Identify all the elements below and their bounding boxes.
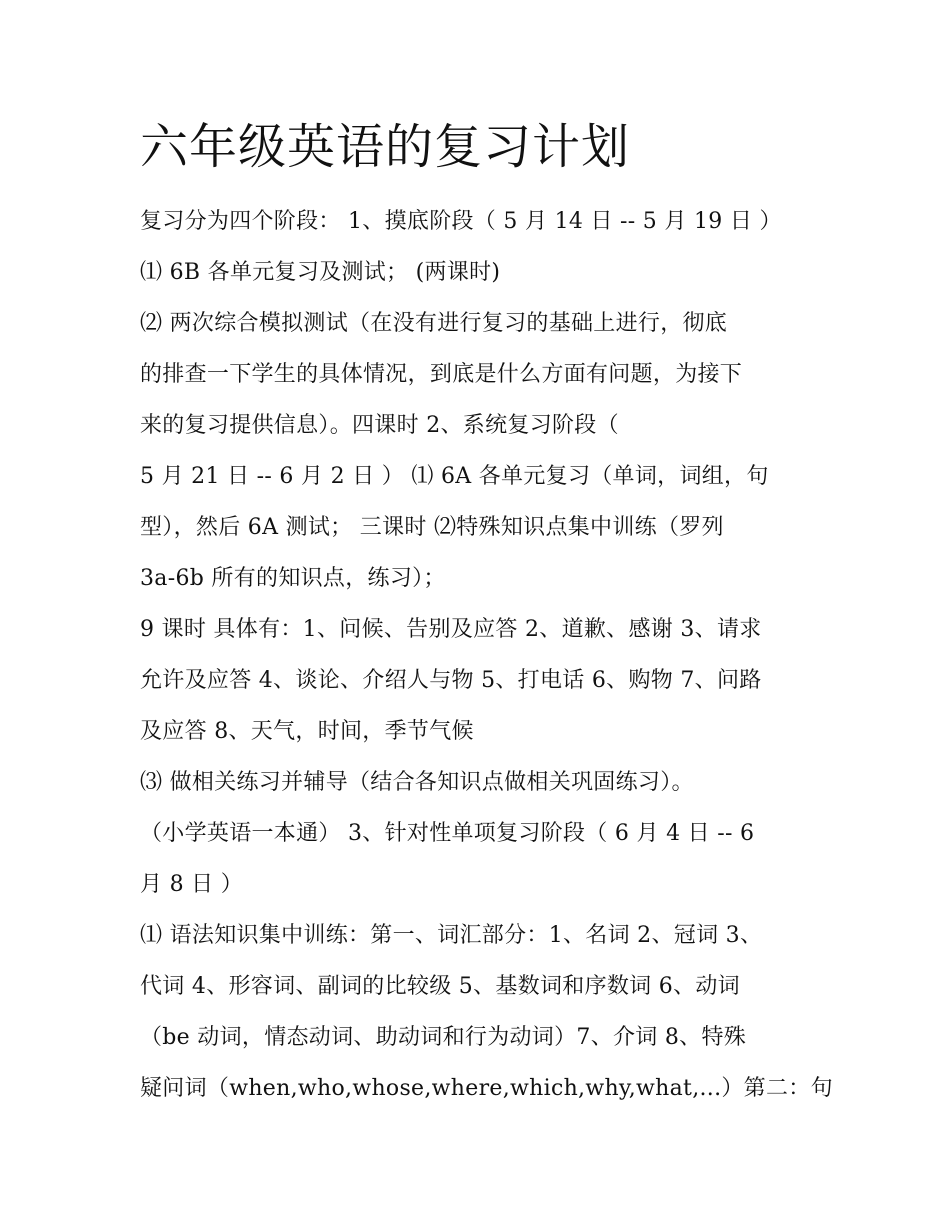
text-line: 5 月 21 日 -- 6 月 2 日 ） ⑴ 6A 各单元复习（单词，词组，句 <box>140 464 769 489</box>
text-line: （be 动词，情态动词、助动词和行为动词）7、介词 8、特殊 <box>140 1025 747 1050</box>
text-line: 来的复习提供信息）。四课时 2、系统复习阶段（ <box>140 413 619 438</box>
document-body <box>140 196 833 1114</box>
text-line: 型），然后 6A 测试； 三课时 ⑵特殊知识点集中训练（罗列 <box>140 515 724 540</box>
text-line: 及应答 8、天气，时间，季节气候 <box>140 719 474 744</box>
text-line: 9 课时 具体有：1、问候、告别及应答 2、道歉、感谢 3、请求 <box>140 617 762 642</box>
text-line: ⑴ 6B 各单元复习及测试； (两课时) <box>140 260 501 285</box>
text-line: ⑶ 做相关练习并辅导（结合各知识点做相关巩固练习）。 <box>140 770 694 795</box>
text-line: 代词 4、形容词、副词的比较级 5、基数词和序数词 6、动词 <box>140 974 740 999</box>
text-line: ⑴ 语法知识集中训练：第一、词汇部分：1、名词 2、冠词 3、 <box>140 923 763 948</box>
text-line: ⑵ 两次综合模拟测试（在没有进行复习的基础上进行，彻底 <box>140 311 728 336</box>
text-line: 3a-6b 所有的知识点，练习）； <box>140 566 446 591</box>
text-line: 的排查一下学生的具体情况，到底是什么方面有问题，为接下 <box>140 362 743 387</box>
text-line: （小学英语一本通） 3、针对性单项复习阶段（ 6 月 4 日 -- 6 <box>140 821 755 846</box>
text-line: 复习分为四个阶段： 1、摸底阶段（ 5 月 14 日 -- 5 月 19 日 ） <box>140 209 782 234</box>
text-line: 月 8 日 ） <box>140 872 244 897</box>
text-line: 疑问词（when,who,whose,where,which,why,what,...）第二：句 <box>140 1076 833 1101</box>
document-title: 六年级英语的复习计划 <box>140 119 631 175</box>
text-line: 允许及应答 4、谈论、介绍人与物 5、打电话 6、购物 7、问路 <box>140 668 762 693</box>
